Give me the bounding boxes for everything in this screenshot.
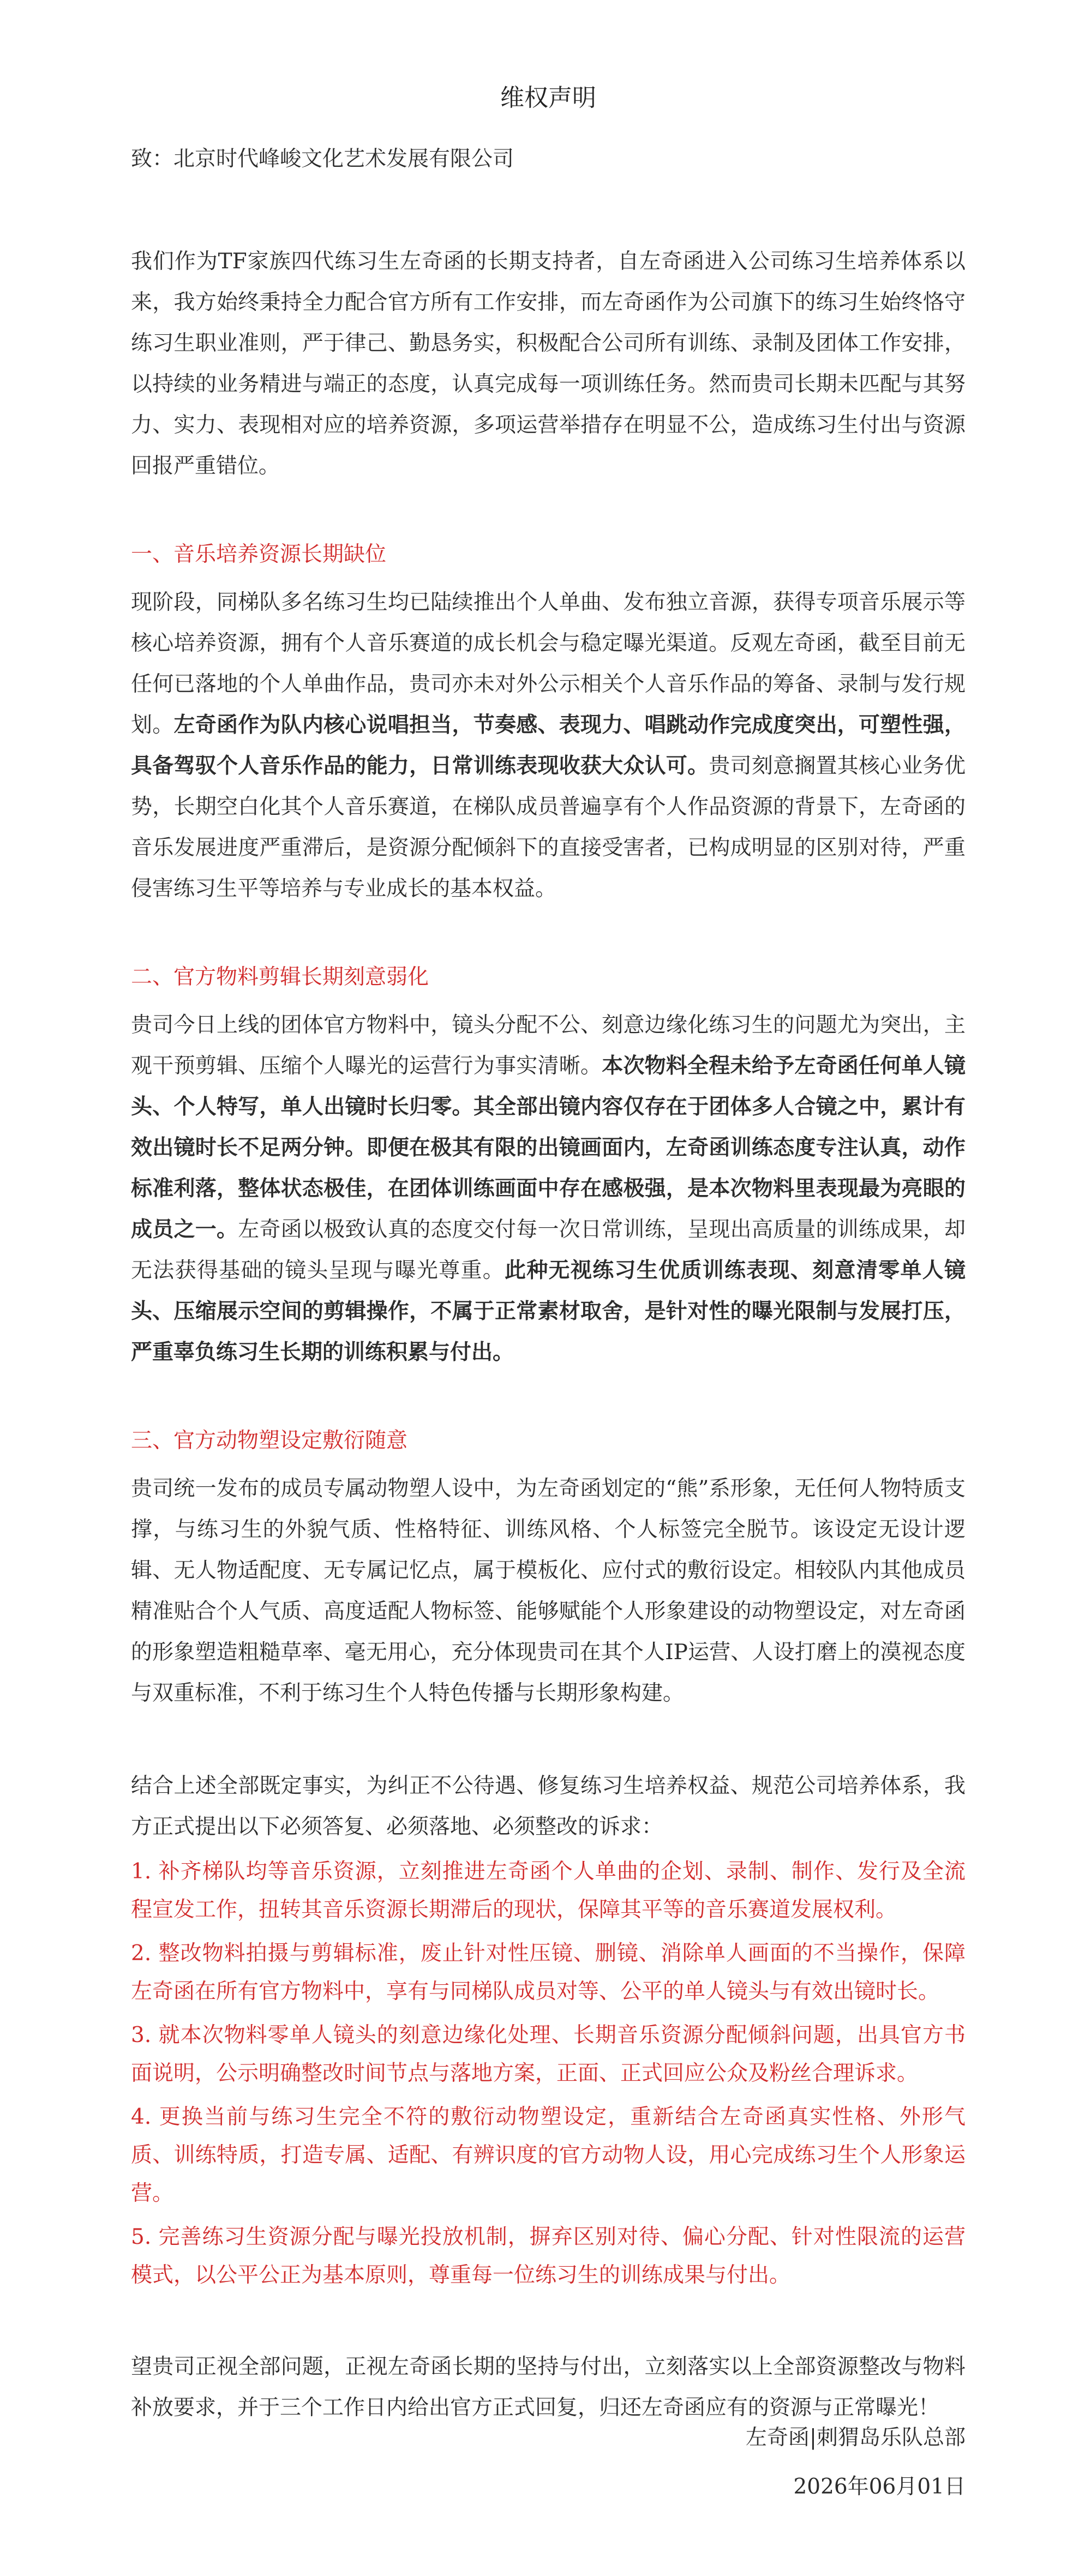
- section-heading-music: 一、音乐培养资源长期缺位: [131, 542, 387, 567]
- document-title: 维权声明: [500, 84, 596, 112]
- signature: 左奇函|刺猬岛乐队总部: [745, 2425, 966, 2450]
- section-text: 左奇函以极致认真的态度交付每一次日常训练，呈现出高质量的训练成果，却无法获得基础的镜头呈现与曝光尊重。: [131, 1217, 966, 1283]
- section-bold-text: 左奇函作为队内核心说唱担当，节奏感、表现力、唱跳动作完成度突出，可塑性强，具备驾驭个人音乐作品的能力，日常训练表现收获大众认可。: [131, 712, 966, 778]
- recipient-line: 致：北京时代峰峻文化艺术发展有限公司: [131, 147, 514, 171]
- section-text: 现阶段，同梯队多名练习生均已陆续推出个人单曲、发布独立音源，获得专项音乐展示等核心培养资源，拥有个人音乐赛道的成长机会与稳定曝光渠道。反观左奇函，截至目前无任何已落地的个人单曲作品，贵司亦未对外公示相关个人音乐作品的筹备、录制与发行规划。: [131, 590, 966, 737]
- section-heading-editing: 二、官方物料剪辑长期刻意弱化: [131, 965, 429, 989]
- demand-item: 5. 完善练习生资源分配与曝光投放机制，摒弃区别对待、偏心分配、针对性限流的运营模式，以公平公正为基本原则，尊重每一位练习生的训练成果与付出。: [131, 2225, 966, 2287]
- demand-item: 2. 整改物料拍摄与剪辑标准，废止针对性压镜、删镜、消除单人画面的不当操作，保障左奇函在所有官方物料中，享有与同梯队成员对等、公平的单人镜头与有效出镜时长。: [131, 1941, 966, 2004]
- demands-list: [131, 1853, 966, 2295]
- demand-item: 4. 更换当前与练习生完全不符的敷衍动物塑设定，重新结合左奇函真实性格、外形气质、训练特质，打造专属、适配、有辨识度的官方动物人设，用心完成练习生个人形象运营。: [131, 2105, 966, 2206]
- statement-document: [131, 82, 966, 2428]
- section-heading-animal-persona: 三、官方动物塑设定敷衍随意: [131, 1428, 408, 1453]
- section-paragraph-editing: [131, 1005, 966, 1373]
- demand-item: 1. 补齐梯队均等音乐资源，立刻推进左奇函个人单曲的企划、录制、制作、发行及全流程宣发工作，扭转其音乐资源长期滞后的现状，保障其平等的音乐赛道发展权利。: [131, 1859, 966, 1922]
- section-bold-text: 本次物料全程未给予左奇函任何单人镜头、个人特写，单人出镜时长归零。其全部出镜内容仅存在于团体多人合镜之中，累计有效出镜时长不足两分钟。即便在极其有限的出镜画面内，左奇函训练态度专注认真，动作标准利落，整体状态极佳，在团体训练画面中存在感极强，是本次物料里表现最为亮眼的成员之一。: [131, 1053, 966, 1242]
- summary-paragraph: 结合上述全部既定事实，为纠正不公待遇、修复练习生培养权益、规范公司培养体系，我方正式提出以下必须答复、必须落地、必须整改的诉求：: [131, 1774, 966, 1839]
- closing-paragraph: 望贵司正视全部问题，正视左奇函长期的坚持与付出，立刻落实以上全部资源整改与物料补放要求，并于三个工作日内给出官方正式回复，归还左奇函应有的资源与正常曝光！: [131, 2355, 966, 2420]
- date: 2026年06月01日: [793, 2475, 966, 2499]
- section-text: 贵司今日上线的团体官方物料中，镜头分配不公、刻意边缘化练习生的问题尤为突出，主观干预剪辑、压缩个人曝光的运营行为事实清晰。: [131, 1013, 966, 1078]
- section-paragraph-music: [131, 582, 966, 909]
- section-paragraph-animal-persona: 贵司统一发布的成员专属动物塑人设中，为左奇函划定的“熊”系形象，无任何人物特质支撑，与练习生的外貌气质、性格特征、训练风格、个人标签完全脱节。该设定无设计逻辑、无人物适配度、无专属记忆点，属于模板化、应付式的敷衍设定。相较队内其他成员精准贴合个人气质、高度适配人物标签、能够赋能个人形象建设的动物塑设定，对左奇函的形象塑造粗糙草率、毫无用心，充分体现贵司在其个人IP运营、人设打磨上的漠视态度与双重标准，不利于练习生个人特色传播与长期形象构建。: [131, 1476, 966, 1706]
- section-bold-text: 此种无视练习生优质训练表现、刻意清零单人镜头、压缩展示空间的剪辑操作，不属于正常素材取舍，是针对性的曝光限制与发展打压，严重辜负练习生长期的训练积累与付出。: [131, 1258, 966, 1365]
- intro-paragraph: 我们作为TF家族四代练习生左奇函的长期支持者，自左奇函进入公司练习生培养体系以来，我方始终秉持全力配合官方所有工作安排，而左奇函作为公司旗下的练习生始终恪守练习生职业准则，严于律己、勤恳务实，积极配合公司所有训练、录制及团体工作安排，以持续的业务精进与端正的态度，认真完成每一项训练任务。然而贵司长期未匹配与其努力、实力、表现相对应的培养资源，多项运营举措存在明显不公，造成练习生付出与资源回报严重错位。: [131, 249, 966, 478]
- section-text: 贵司刻意搁置其核心业务优势，长期空白化其个人音乐赛道，在梯队成员普遍享有个人作品资源的背景下，左奇函的音乐发展进度严重滞后，是资源分配倾斜下的直接受害者，已构成明显的区别对待，严重侵害练习生平等培养与专业成长的基本权益。: [131, 754, 966, 901]
- demand-item: 3. 就本次物料零单人镜头的刻意边缘化处理、长期音乐资源分配倾斜问题，出具官方书面说明，公示明确整改时间节点与落地方案，正面、正式回应公众及粉丝合理诉求。: [131, 2023, 966, 2086]
